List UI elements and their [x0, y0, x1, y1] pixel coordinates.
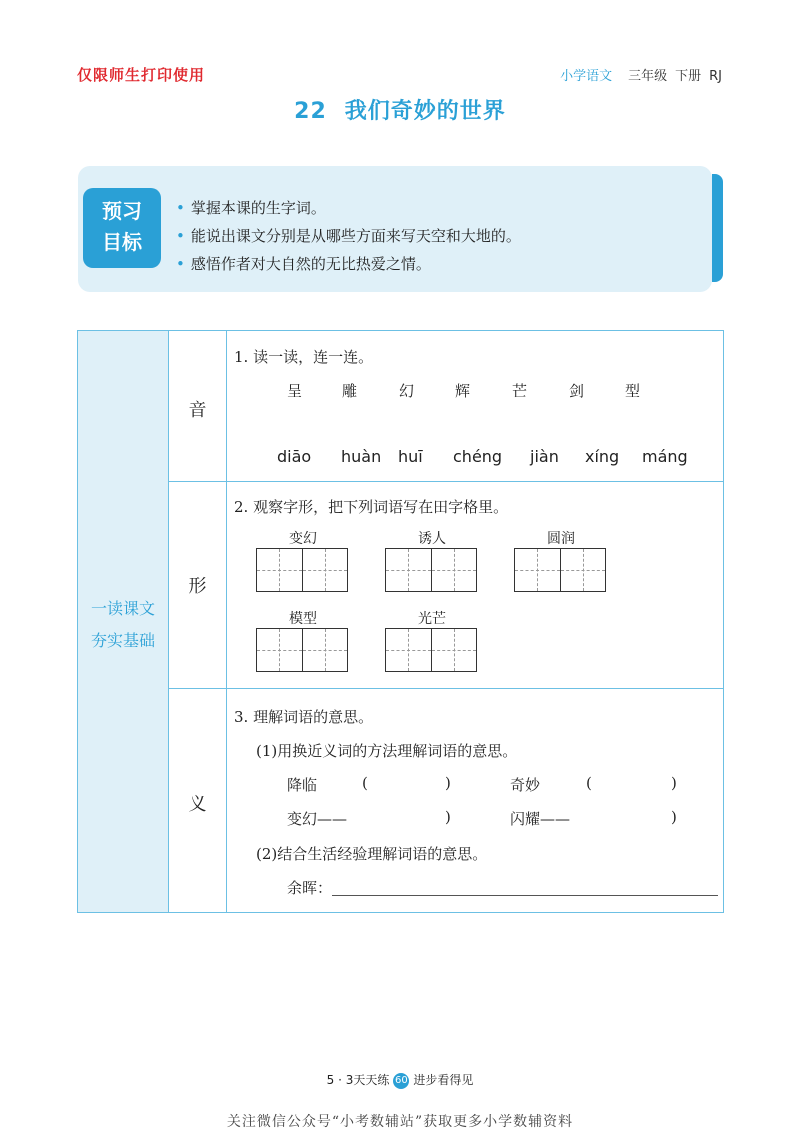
bullet-icon: • [176, 255, 185, 273]
paren-close: ) [445, 808, 451, 826]
q1-prompt: 1. 读一读，连一连。 [234, 348, 374, 366]
table-divider-row2 [169, 688, 724, 689]
grade: 三年级 [628, 69, 668, 84]
char-item: 型 [625, 382, 641, 400]
category-sound: 音 [188, 400, 207, 421]
pinyin-item: chéng [453, 447, 503, 466]
page-number: 60 [393, 1073, 409, 1089]
word-label: 模型 [289, 611, 317, 627]
book-info [552, 65, 722, 84]
goal-item: • 掌握本课的生字词。 [176, 199, 326, 217]
subject: 小学语文 [560, 69, 613, 84]
q3-row1-right: 奇妙 [510, 776, 541, 794]
category-shape: 形 [188, 576, 207, 597]
pinyin-item: xíng [585, 447, 620, 466]
goals-list [176, 198, 521, 282]
tianzige-box[interactable] [385, 548, 477, 592]
word-label: 圆润 [547, 531, 575, 547]
paren-open: ( [586, 774, 592, 792]
word-label: 光芒 [418, 611, 446, 627]
lesson-title [0, 94, 800, 125]
table-divider-row1 [169, 481, 724, 482]
print-notice: 仅限师生打印使用 [77, 66, 206, 84]
q3-row2-right: 闪耀—— [510, 810, 571, 828]
pinyin-item: huī [398, 447, 423, 466]
goal-item: • 感悟作者对大自然的无比热爱之情。 [176, 255, 431, 273]
word-label: 诱人 [418, 531, 446, 547]
goals-box-tab [712, 174, 723, 282]
pinyin-item: máng [642, 447, 688, 466]
q3-prompt: 3. 理解词语的意思。 [234, 708, 374, 726]
goal-item: • 能说出课文分别是从哪些方面来写天空和大地的。 [176, 227, 521, 245]
q3-answer-label: 余晖： [287, 879, 333, 897]
lesson-number: 22 [294, 99, 327, 124]
edition: RJ [709, 69, 722, 84]
q3-row1-left: 降临 [287, 776, 318, 794]
char-item: 幻 [399, 382, 415, 400]
q3-sub1: (1)用换近义词的方法理解词语的意思。 [256, 742, 518, 760]
goals-badge-line2: 目标 [102, 230, 142, 254]
pinyin-item: diāo [277, 447, 312, 466]
char-item: 芒 [512, 382, 528, 400]
q3-sub2: (2)结合生活经验理解词语的意思。 [256, 845, 488, 863]
paren-close: ) [671, 774, 677, 792]
section-label: 一读课文 夯实基础 [90, 599, 155, 650]
bullet-icon: • [176, 199, 185, 217]
paren-close: ) [445, 774, 451, 792]
paren-open: ( [362, 774, 368, 792]
char-item: 雕 [342, 382, 358, 400]
footer-right: 进步看得见 [413, 1073, 474, 1087]
term: 下册 [675, 69, 702, 84]
paren-close: ) [671, 808, 677, 826]
q2-prompt: 2. 观察字形，把下列词语写在田字格里。 [234, 498, 509, 516]
bullet-icon: • [176, 227, 185, 245]
goals-badge-line1: 预习 [102, 199, 142, 223]
q3-row2-left: 变幻—— [287, 810, 348, 828]
char-item: 剑 [569, 382, 585, 400]
tianzige-box[interactable] [256, 628, 348, 672]
char-item: 辉 [455, 382, 471, 400]
lesson-name: 我们奇妙的世界 [344, 99, 506, 124]
footer [0, 1071, 800, 1089]
goals-badge [83, 188, 161, 268]
char-item: 呈 [287, 382, 303, 400]
tianzige-box[interactable] [385, 628, 477, 672]
category-meaning: 义 [188, 794, 207, 815]
bottom-note: 关注微信公众号“小考数辅站”获取更多小学数辅资料 [226, 1114, 574, 1130]
answer-line[interactable] [332, 895, 718, 896]
table-divider-vertical [226, 330, 227, 913]
pinyin-item: jiàn [530, 447, 559, 466]
footer-left: 5 · 3天天练 [326, 1073, 390, 1087]
tianzige-box[interactable] [514, 548, 606, 592]
pinyin-item: huàn [341, 447, 382, 466]
tianzige-box[interactable] [256, 548, 348, 592]
word-label: 变幻 [289, 531, 317, 547]
